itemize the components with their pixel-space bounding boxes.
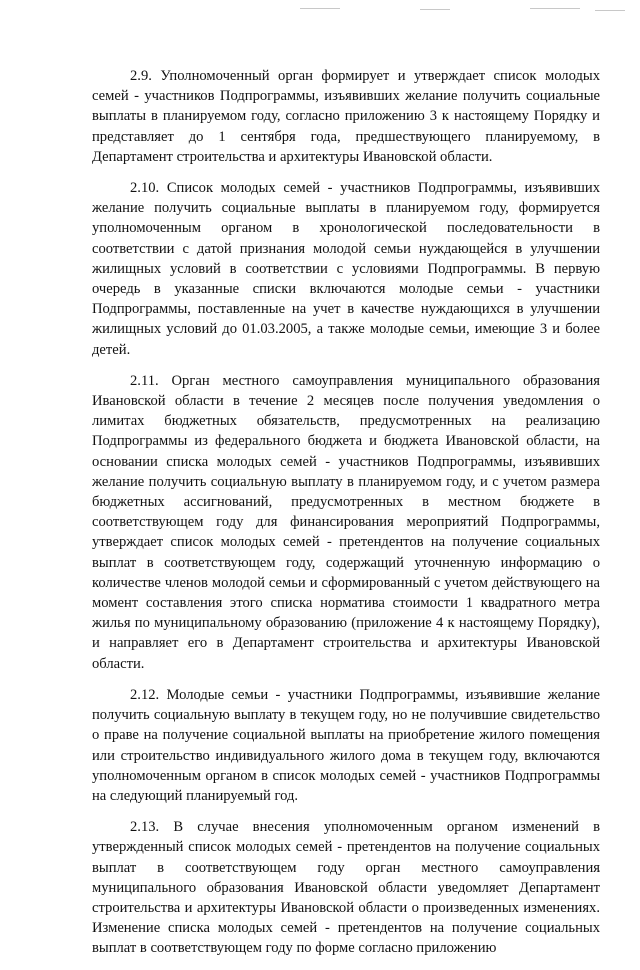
- scan-artifact-line: [300, 8, 340, 9]
- scan-artifact-line: [420, 9, 450, 10]
- scan-artifact-line: [530, 8, 580, 9]
- paragraph-2-10: 2.10. Список молодых семей - участников Подпрограммы, изъявивших желание получить социальные выплаты в планируемом году, формируется уполномоченным органом в хронологической последовательности в соответствии с датой признания молодой семьи нуждающейся в улучшении жилищных условий в соответствии с условиями Подпрограммы. В первую очередь в указанные списки включаются молодые семьи - участники Подпрограммы, поставленные на учет в качестве нуждающихся в улучшении жилищных условий до 01.03.2005, а также молодые семьи, имеющие 3 и более детей.: [92, 180, 600, 358]
- paragraph-2-13: 2.13. В случае внесения уполномоченным органом изменений в утвержденный список молодых семей - претендентов на получение социальных выплат в соответствующем году орган местного самоуправления муниципального образования Ивановской области уведомляет Департамент строительства и архитектуры Ивановской области о произведенных изменениях. Изменение списка молодых семей - претендентов на получение социальных выплат в соответствующем году по форме согласно приложению: [92, 819, 600, 957]
- paragraph-2-9: 2.9. Уполномоченный орган формирует и утверждает список молодых семей - участников Подпрограммы, изъявивших желание получить социальные выплаты в планируемом году, согласно приложению 3 к настоящему Порядку и представляет до 1 сентября года, предшествующего планируемому, в Департамент строительства и архитектуры Ивановской области.: [92, 68, 600, 165]
- paragraph-2-11: 2.11. Орган местного самоуправления муниципального образования Ивановской области в течение 2 месяцев после получения уведомления о лимитах бюджетных обязательств, предусмотренных на реализацию Подпрограммы из федерального бюджета и бюджета Ивановской области, на основании списка молодых семей - участников Подпрограммы, изъявивших желание получить социальную выплату в планируемом году, и с учетом размера бюджетных ассигнований, предусмотренных в местном бюджете в соответствующем году для финансирования мероприятий Подпрограммы, утверждает список молодых семей - претендентов на получение социальных выплат в соответствующем году, содержащий уточненную информацию о количестве членов молодой семьи и сформированный с учетом действующего на момент составления этого списка норматива стоимости 1 квадратного метра жилья по муниципальному образованию (приложение 4 к настоящему Порядку), и направляет его в Департамент строительства и архитектуры Ивановской области.: [92, 372, 600, 672]
- paragraph-2-12: 2.12. Молодые семьи - участники Подпрограммы, изъявившие желание получить социальную выплату в текущем году, но не получившие свидетельство о праве на получение социальной выплаты на приобретение жилого помещения или строительство индивидуального жилого дома в текущем году, включаются уполномоченным органом в список молодых семей - участников Подпрограммы на следующий планируемый год.: [92, 686, 600, 804]
- document-page: [92, 66, 600, 970]
- scan-artifact-line: [595, 10, 625, 11]
